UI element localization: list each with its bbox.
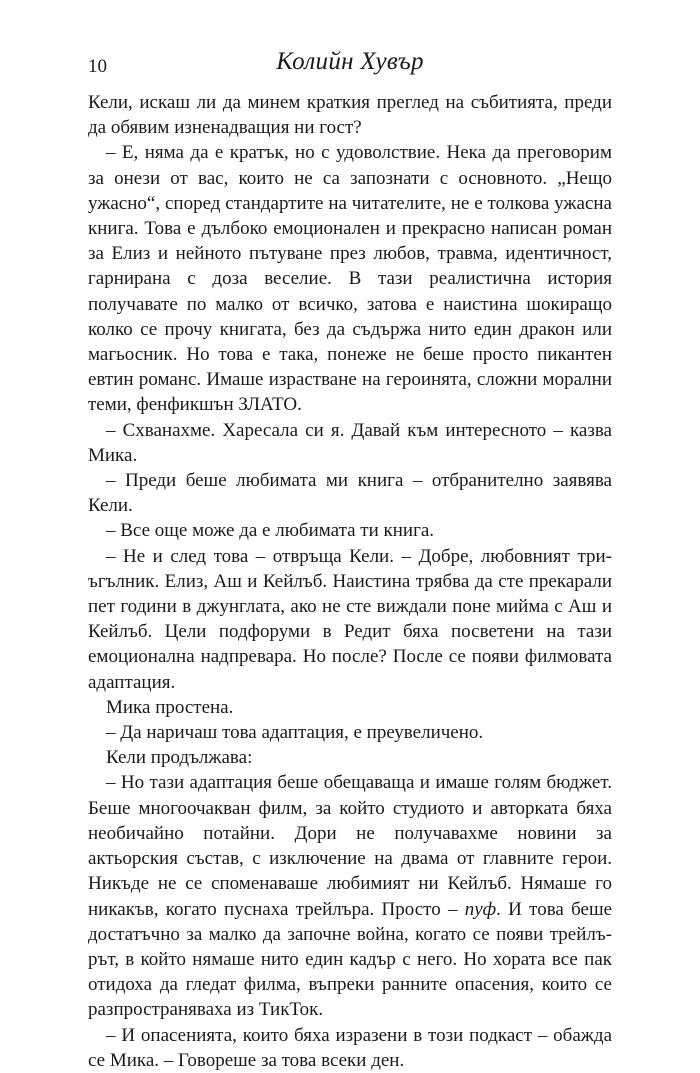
paragraph [88,770,612,1022]
paragraph-text: – Но тази адаптация беше обещаваща и имаше голям бюджет. Беше многоочакван филм, за който студиото и авторката бяха необичайно потайни. Дори не получавахме новини за актьорския състав, с изключение на двама от главните герои. Никъде не се споменаваше любимият ни Кейлъб. Нямаше го никакъв, когато пуснаха трейлъра. Просто – [88,772,612,920]
paragraph: Мика простена. [106,696,234,718]
page-number: 10 [88,56,107,77]
paragraph: Кели продължава: [106,747,253,769]
paragraph-text: . И това беше достатъчно за малко да започне война, когато се появи трейлърът, в който нямаше нито един кадър с него. Но хората все пак отидоха да гледат филма, въпреки ранните опасения, които се разпространяваха из ТикТок. [88,898,613,1021]
paragraph: – Е, няма да е кратък, но с удоволствие. Нека да преговорим за онези от вас, които не са запознати с основното. „Нещо ужасно“, според стандартите на читателите, не е толкова ужасна книга. Това е дълбоко емоционален и прекрасно написан роман за Елиз и нейното пътуване през любов, травма, идентичност, гарнирана с доза веселие. В тази реалистична история получавате по малко от всичко, затова е наистина шокиращо колко се прочу книгата, без да съдържа нито един дракон или магьосник. Но това е така, понеже не беше просто пикантен евтин романс. Имаше израстване на героинята, сложни морални теми, фенфикшън ЗЛАТО. [88,142,612,416]
paragraph: – И опасенията, които бяха изразени в този подкаст – обажда се Мика. – Говореше за това всеки ден. [88,1024,612,1071]
paragraph: – Преди беше любимата ми книга – отбранително заявява Кели. [88,470,612,517]
italic-word: пуф [464,898,497,920]
paragraph: – Да наричаш това адаптация, е преувеличено. [106,722,484,744]
paragraph: Кели, искаш ли да минем краткия преглед на събитията, преди да обявим изненадващия ни гост? [88,92,612,139]
page-header [88,48,612,88]
paragraph: – Схванахме. Харесала си я. Давай към интересното – казва Мика. [88,419,612,466]
body-text [88,90,612,1073]
paragraph: – Не и след това – отвръща Кели. – Добре, любовният триъгълник. Елиз, Аш и Кейлъб. Наистина трябва да сте прекарали пет години в джунглата, ако не сте виждали поне миймa с Аш и Кейлъб. Цели подфоруми в Редит бяха посветени на тази емоционална надпревара. Но после? После се появи филмовата адаптация. [88,545,612,693]
paragraph: – Все още може да е любимата ти книга. [106,520,435,542]
running-head-author: Колийн Хувър [276,48,424,75]
